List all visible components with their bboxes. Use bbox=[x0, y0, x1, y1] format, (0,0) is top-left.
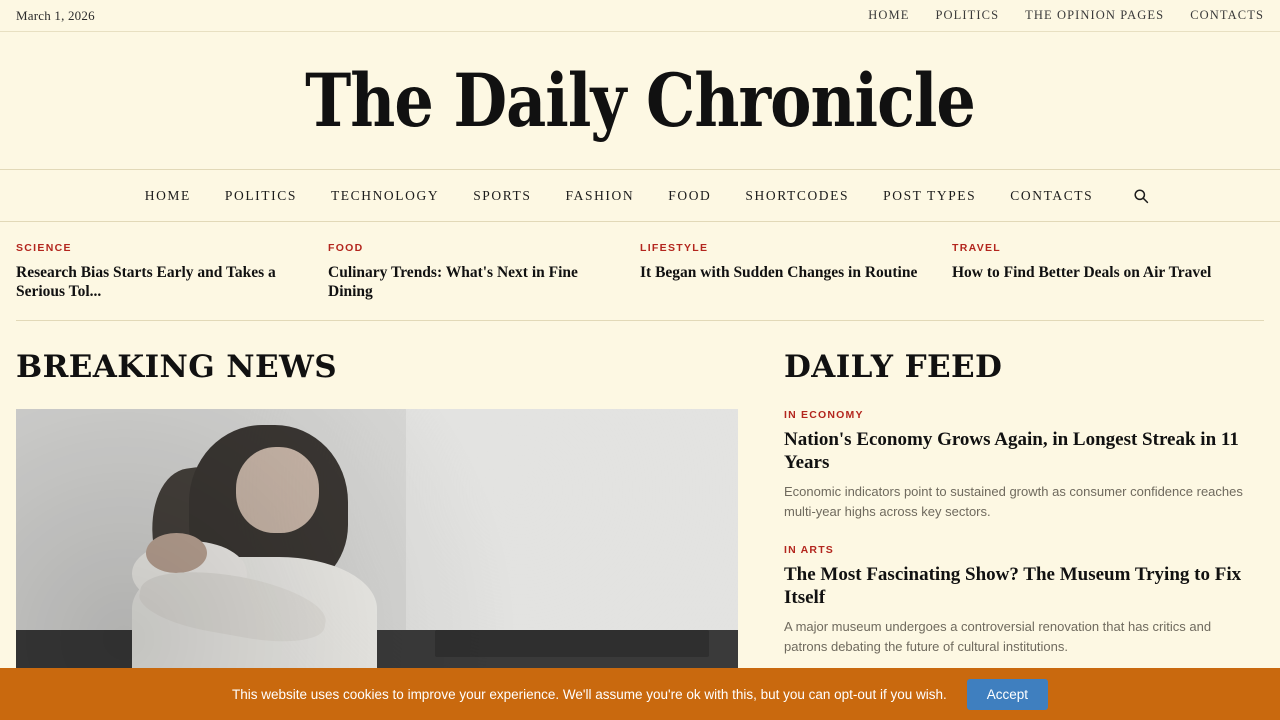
feed-item-arts[interactable] bbox=[784, 544, 1264, 657]
strip-headline[interactable]: It Began with Sudden Changes in Routine bbox=[640, 264, 918, 281]
category-highlight-strip bbox=[0, 222, 1280, 302]
nav-item-food[interactable]: FOOD bbox=[668, 187, 712, 203]
top-nav-item-opinion-pages[interactable]: THE OPINION PAGES bbox=[1025, 8, 1165, 22]
breaking-news-heading: BREAKING NEWS bbox=[16, 348, 338, 385]
current-date: March 1, 2026 bbox=[16, 7, 95, 23]
top-utility-bar bbox=[0, 0, 1280, 32]
nav-item-sports[interactable]: SPORTS bbox=[473, 187, 532, 203]
strip-item-lifestyle[interactable] bbox=[640, 242, 952, 302]
breaking-news-column bbox=[16, 349, 738, 680]
daily-feed-heading: DAILY FEED bbox=[784, 348, 1003, 385]
nav-item-shortcodes[interactable]: SHORTCODES bbox=[745, 187, 850, 203]
feed-excerpt: A major museum undergoes a controversial renovation that has critics and patrons debating the future of cultural institutions. bbox=[784, 619, 1212, 655]
feed-headline[interactable]: The Most Fascinating Show? The Museum Trying to Fix Itself bbox=[784, 564, 1242, 609]
daily-feed-column bbox=[784, 349, 1264, 680]
breaking-news-photo[interactable] bbox=[16, 409, 738, 679]
nav-item-politics[interactable]: POLITICS bbox=[224, 187, 297, 203]
masthead bbox=[0, 32, 1280, 170]
nav-item-technology[interactable]: TECHNOLOGY bbox=[330, 187, 440, 203]
main-navigation bbox=[0, 170, 1280, 222]
strip-category-label: SCIENCE bbox=[16, 242, 72, 254]
strip-headline[interactable]: Culinary Trends: What's Next in Fine Dining bbox=[328, 264, 578, 301]
strip-category-label: LIFESTYLE bbox=[640, 242, 709, 254]
feed-excerpt: Economic indicators point to sustained growth as consumer confidence reaches multi-year highs across key sectors. bbox=[784, 484, 1243, 520]
top-nav bbox=[868, 8, 1264, 23]
feed-category-label: IN ARTS bbox=[784, 544, 835, 557]
content-area bbox=[0, 321, 1280, 680]
nav-item-home[interactable]: HOME bbox=[144, 187, 191, 203]
strip-headline[interactable]: Research Bias Starts Early and Takes a Serious Tol... bbox=[16, 264, 276, 301]
cookie-consent-bar bbox=[0, 668, 1280, 720]
top-nav-item-contacts[interactable]: CONTACTS bbox=[1190, 8, 1264, 22]
strip-item-food[interactable] bbox=[328, 242, 640, 302]
nav-item-contacts[interactable]: CONTACTS bbox=[1010, 187, 1094, 203]
strip-category-label: FOOD bbox=[328, 242, 364, 254]
top-nav-item-home[interactable]: HOME bbox=[868, 8, 910, 22]
top-nav-item-politics[interactable]: POLITICS bbox=[935, 8, 1000, 22]
strip-headline[interactable]: How to Find Better Deals on Air Travel bbox=[952, 264, 1212, 281]
cookie-message: This website uses cookies to improve your experience. We'll assume you're ok with this, but you can opt-out if you wish. bbox=[231, 686, 947, 702]
feed-category-label: IN ECONOMY bbox=[784, 408, 864, 421]
feed-headline[interactable]: Nation's Economy Grows Again, in Longest Streak in 11 Years bbox=[784, 428, 1239, 473]
nav-item-fashion[interactable]: FASHION bbox=[565, 187, 635, 203]
strip-item-travel[interactable] bbox=[952, 242, 1264, 302]
cookie-accept-button[interactable]: Accept bbox=[967, 679, 1048, 710]
strip-category-label: TRAVEL bbox=[952, 242, 1002, 254]
nav-item-post-types[interactable]: POST TYPES bbox=[883, 187, 977, 203]
site-title[interactable]: The Daily Chronicle bbox=[305, 56, 975, 143]
feed-item-economy[interactable] bbox=[784, 409, 1264, 522]
strip-item-science[interactable] bbox=[16, 242, 328, 302]
search-icon[interactable] bbox=[1130, 185, 1152, 207]
